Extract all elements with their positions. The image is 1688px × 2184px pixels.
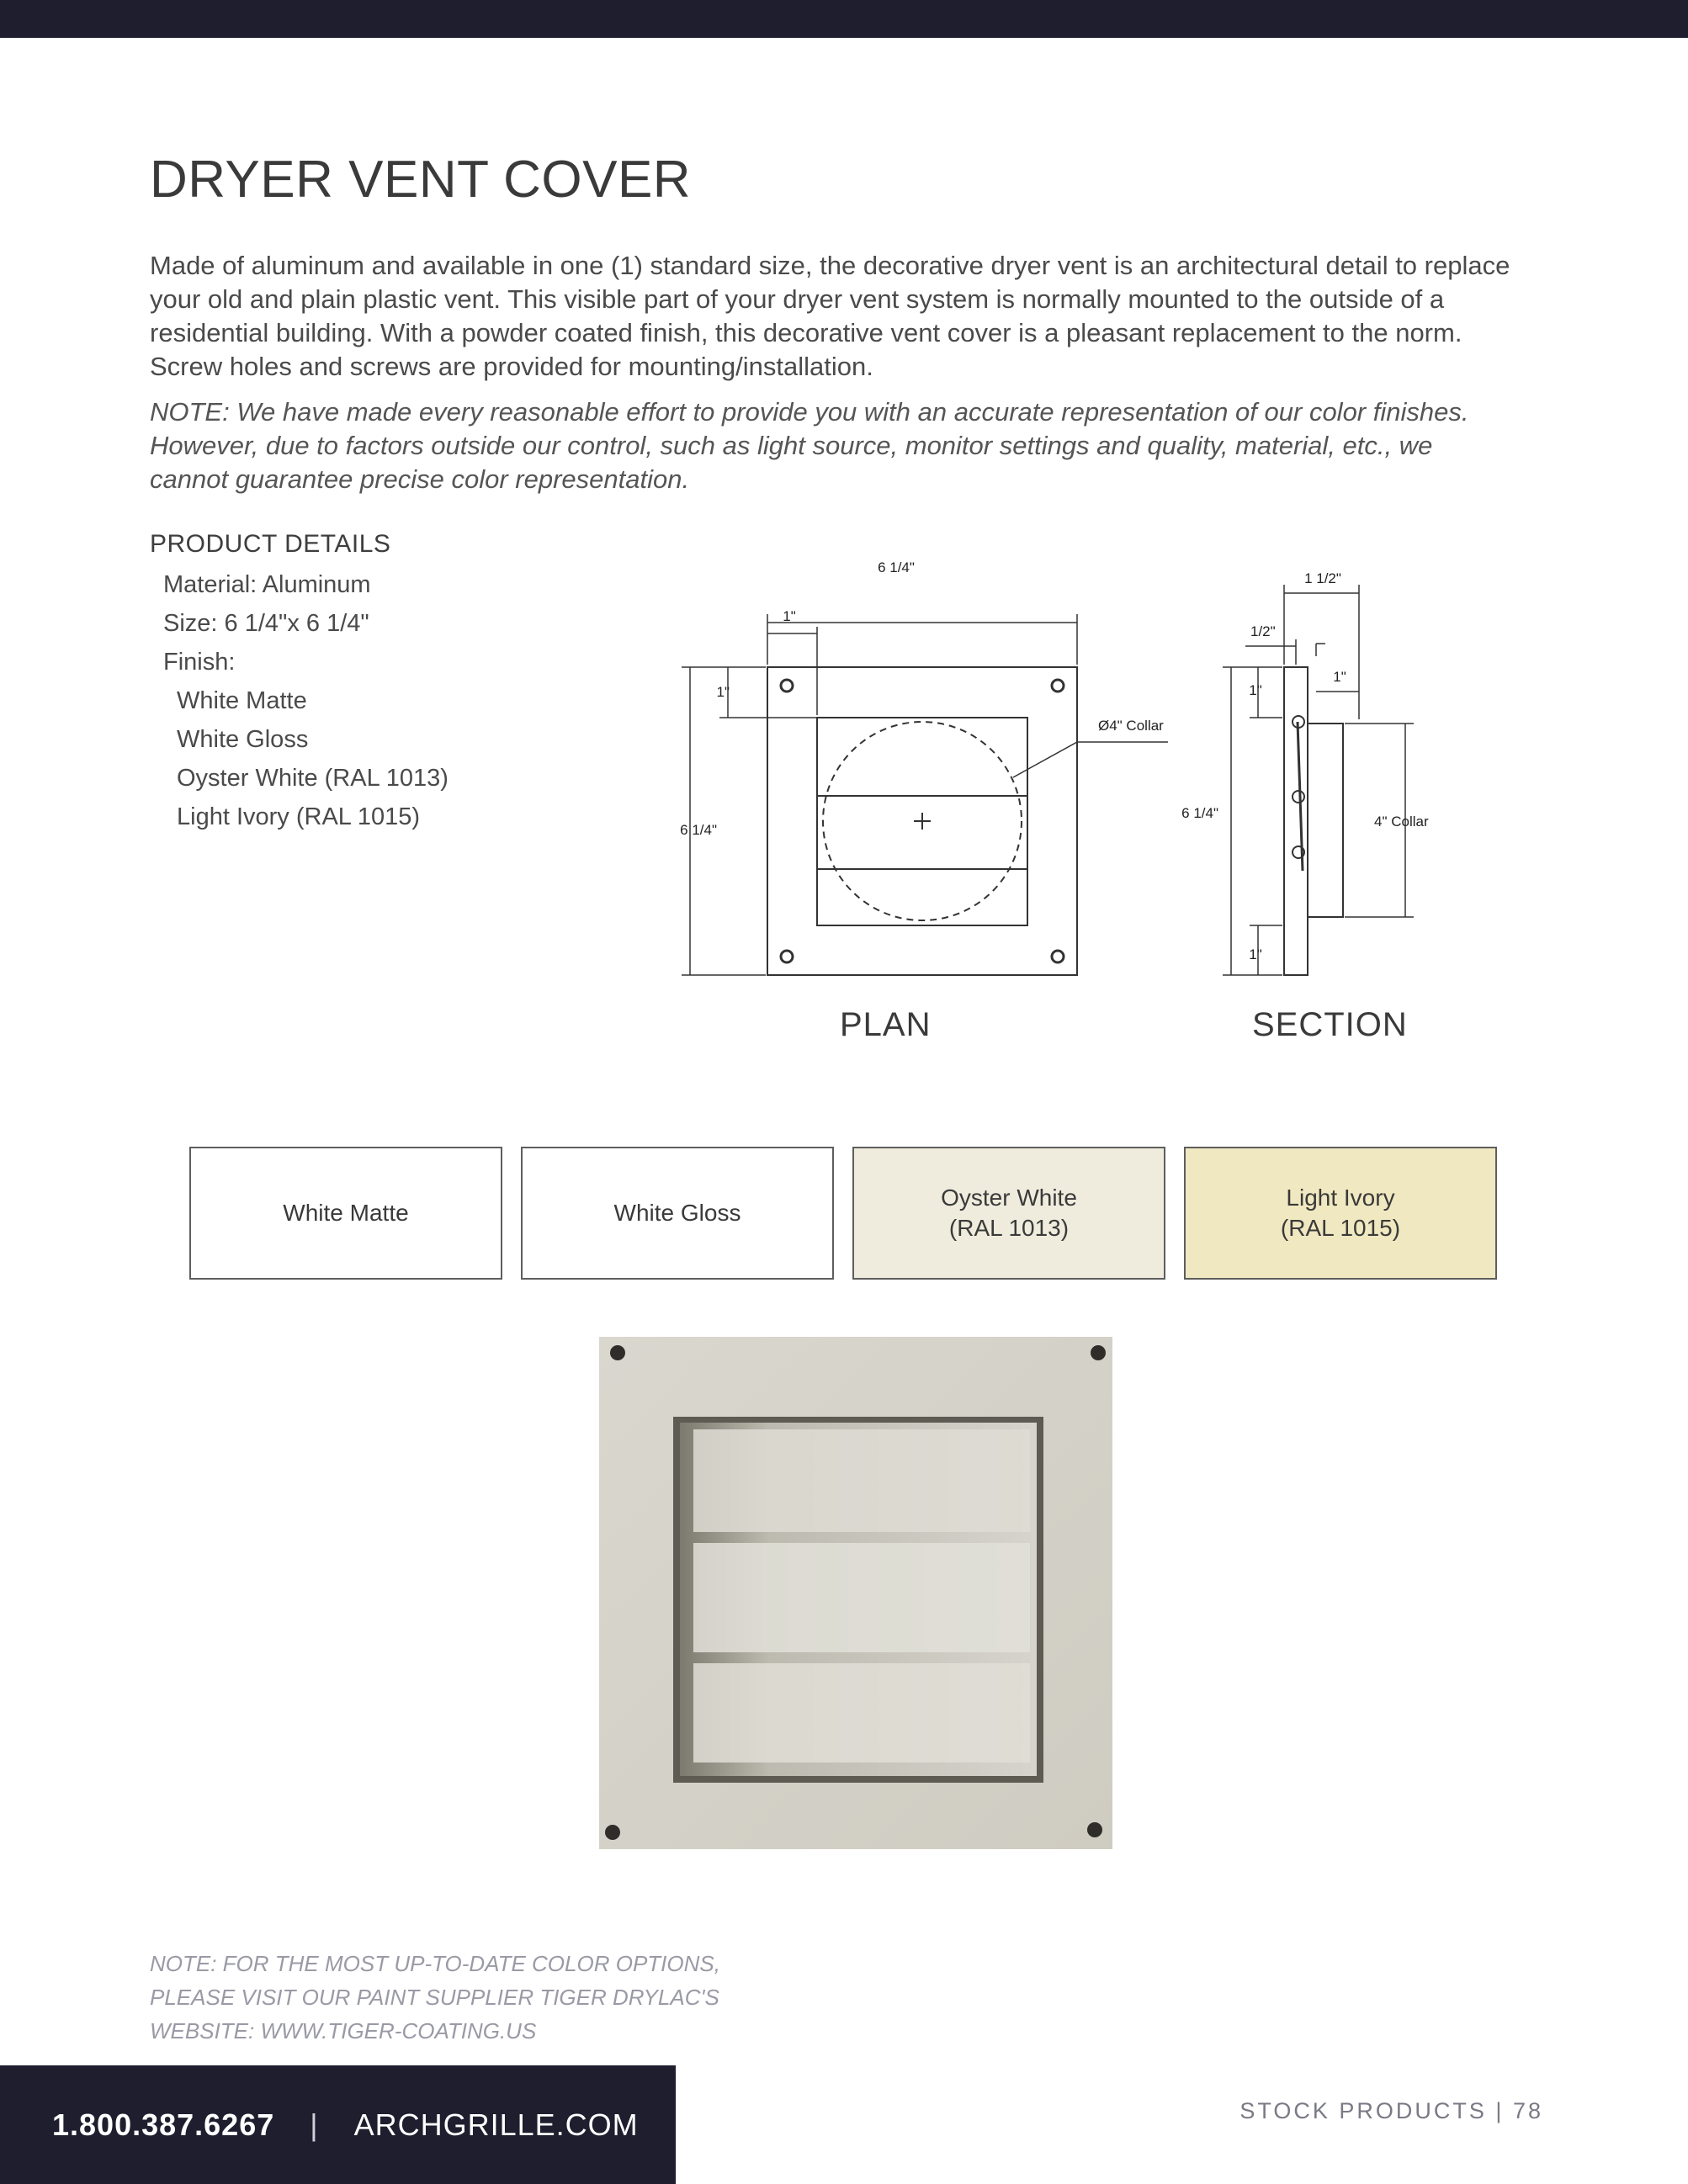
swatch-label: White Matte [283,1200,409,1226]
footer-page-number: 78 [1512,2098,1543,2123]
swatch-white-matte [189,1147,502,1280]
detail-finish-2: White Gloss [177,726,309,753]
photo-screw-tl [610,1345,625,1360]
section-louver-pin-2 [1293,791,1304,803]
swatch-label: White Gloss [613,1200,741,1226]
footer-phone[interactable]: 1.800.387.6267 [52,2107,275,2142]
footer-contact-bar [0,2065,676,2184]
section-half-label: 1/2" [1250,623,1276,639]
detail-size: Size: 6 1/4"x 6 1/4" [163,610,369,637]
photo-screw-tr [1091,1345,1106,1360]
plan-collar-label: Ø4" Collar [1098,718,1164,734]
intro-paragraph: Made of aluminum and available in one (1) standard size, the decorative dryer vent is an architectural detail to replace your old and plain plastic vent. This visible part of your dryer vent system is normally mounted to the outside of a residential building. With a powder coated finish, this decorative vent cover is a pleasant replacement to the norm. Screw holes and screws are provided for mounting/installation. [150,251,1510,381]
swatch-label: Oyster White [941,1185,1077,1211]
product-photo [599,1337,1112,1849]
plan-screw-hole-bl [781,951,793,962]
footer-note-line-3: WEBSITE: WWW.TIGER-COATING.US [150,2018,537,2044]
swatch-light-ivory [1184,1147,1497,1280]
footer-note-line-1: NOTE: FOR THE MOST UP-TO-DATE COLOR OPTIONS, [150,1951,720,1976]
plan-offset-x-label: 1" [783,608,796,624]
footer-page-separator: | [1495,2098,1505,2123]
section-one-right-label: 1" [1333,669,1346,685]
section-one-top-label: 1" [1249,682,1262,698]
photo-screw-bl [605,1825,620,1840]
footer-note-line-2: PLEASE VISIT OUR PAINT SUPPLIER TIGER DRYLAC'S [150,1985,719,2010]
swatch-label: Light Ivory [1286,1185,1395,1211]
photo-screw-br [1087,1822,1102,1837]
footer-separator: | [310,2107,319,2142]
swatch-white-gloss [521,1147,834,1280]
swatch-sublabel: (RAL 1013) [948,1215,1070,1241]
detail-finish-3: Oyster White (RAL 1013) [177,765,449,792]
plan-offset-y-label: 1" [716,684,730,700]
plan-width-label: 6 1/4" [878,559,915,575]
section-collar-label: 4" Collar [1374,814,1429,830]
plan-label: PLAN [840,1006,932,1043]
product-details-heading: PRODUCT DETAILS [150,530,391,558]
footer-website[interactable]: ARCHGRILLE.COM [353,2107,639,2142]
swatch-sublabel: (RAL 1015) [1280,1215,1401,1241]
photo-louver-1 [693,1429,1030,1532]
detail-finish-label: Finish: [163,649,236,676]
section-plate [1284,667,1308,975]
plan-collar-leader [1013,742,1077,777]
swatch-oyster-white [852,1147,1165,1280]
footer-page-info [1239,2098,1543,2124]
plan-screw-hole-tl [781,680,793,692]
footer-section-name: STOCK PRODUCTS [1239,2098,1487,2123]
product-details-list [163,565,449,836]
page-title: DRYER VENT COVER [150,151,692,209]
detail-finish-4: Light Ivory (RAL 1015) [177,803,421,830]
section-collar [1308,724,1343,917]
technical-drawing [656,547,1464,1001]
plan-height-label: 6 1/4" [680,822,717,838]
photo-louver-2 [693,1543,1030,1652]
photo-louver-3 [693,1663,1030,1763]
section-height-label: 6 1/4" [1181,805,1218,821]
plan-screw-hole-br [1052,951,1064,962]
section-depth-label: 1 1/2" [1304,570,1341,586]
footer-color-note [150,1947,720,2048]
section-label: SECTION [1252,1006,1408,1043]
top-bar [0,0,1688,38]
detail-finish-1: White Matte [177,687,307,714]
plan-screw-hole-tr [1052,680,1064,692]
section-one-bottom-label: 1" [1249,946,1262,962]
detail-material: Material: Aluminum [163,571,371,598]
color-note: NOTE: We have made every reasonable effort to provide you with an accurate representation of our color finishes. However, due to factors outside our control, such as light source, monitor settings and quality, material, etc., we cannot guarantee precise color representation. [150,397,1469,494]
